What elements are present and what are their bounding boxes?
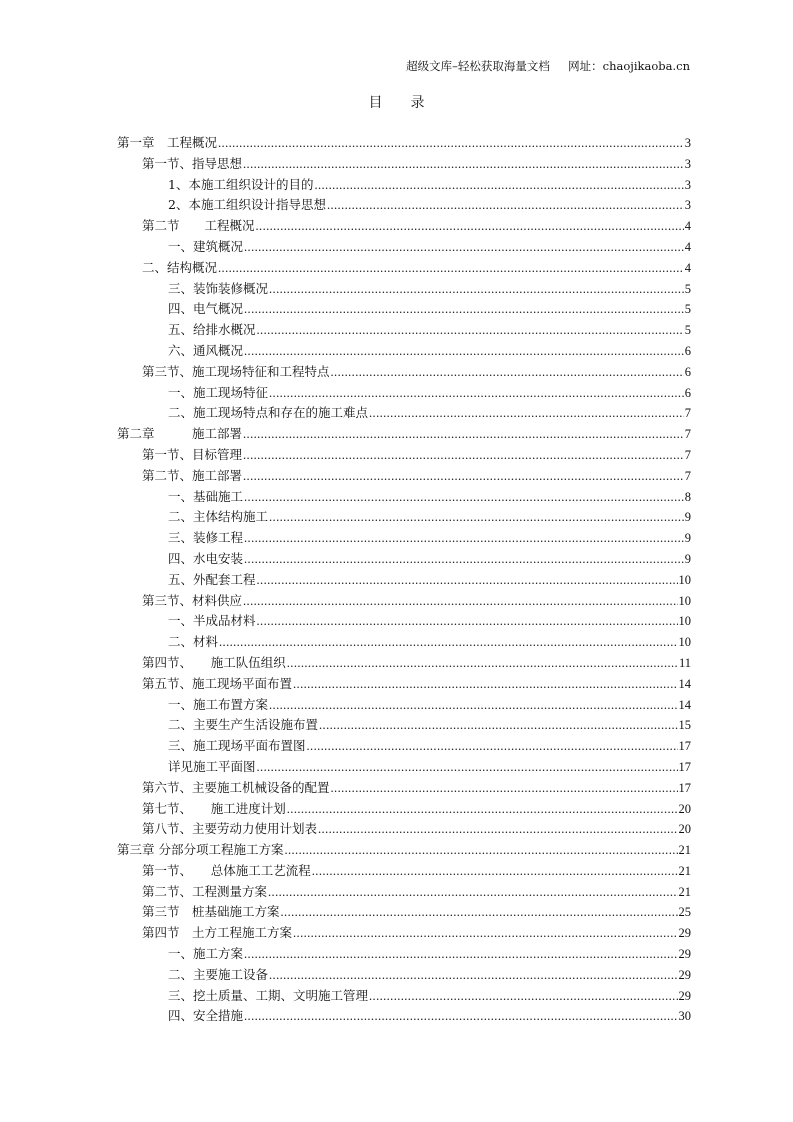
- dot-leader: [293, 674, 677, 695]
- toc-entry[interactable]: [117, 362, 691, 383]
- toc-entry[interactable]: [117, 487, 691, 508]
- toc-entry[interactable]: [117, 528, 691, 549]
- toc-entry[interactable]: [117, 216, 691, 237]
- toc-entry-page: 10: [678, 572, 691, 587]
- dot-leader: [244, 299, 684, 320]
- toc-entry-page: 7: [684, 468, 691, 483]
- toc-entry-page: 9: [684, 531, 691, 546]
- toc-entry[interactable]: [117, 507, 691, 528]
- page-header: [406, 58, 690, 74]
- dot-leader: [244, 487, 684, 508]
- toc-entry-page: 3: [684, 156, 691, 171]
- dot-leader: [244, 1006, 677, 1027]
- toc-entry[interactable]: [117, 632, 691, 653]
- toc-entry-page: 21: [678, 884, 691, 899]
- toc-entry-label: 二、主要生产生活设施布置: [168, 717, 319, 733]
- toc-entry[interactable]: [117, 923, 691, 944]
- toc-entry[interactable]: [117, 1006, 691, 1027]
- toc-entry-page: 4: [684, 219, 691, 234]
- toc-entry-page: 7: [684, 406, 691, 421]
- toc-entry-page: 14: [678, 697, 691, 712]
- dot-leader: [244, 944, 677, 965]
- toc-entry-label: 第八节、主要劳动力使用计划表: [142, 821, 318, 837]
- dot-leader: [257, 611, 678, 632]
- dot-leader: [244, 237, 684, 258]
- dot-leader: [257, 570, 678, 591]
- toc-entry-label: 六、通风概况: [168, 342, 244, 358]
- toc-entry-page: 5: [684, 281, 691, 296]
- toc-entry-label: 三、施工现场平面布置图: [168, 738, 306, 754]
- toc-entry[interactable]: [117, 424, 691, 445]
- toc-entry[interactable]: [117, 736, 691, 757]
- toc-entry-label: 第七节、 施工进度计划: [142, 800, 286, 816]
- toc-entry[interactable]: [117, 986, 691, 1007]
- toc-entry-page: 30: [678, 1009, 691, 1024]
- dot-leader: [218, 258, 684, 279]
- toc-entry-page: 29: [678, 967, 691, 982]
- dot-leader: [327, 195, 684, 216]
- site-url: 网址：chaojikaoba.cn: [568, 59, 690, 73]
- toc-entry[interactable]: [117, 175, 691, 196]
- toc-entry-label: 第一节、指导思想: [142, 155, 243, 171]
- dot-leader: [269, 965, 677, 986]
- toc-entry-label: 第三节 桩基础施工方案: [142, 904, 280, 920]
- toc-entry-page: 14: [678, 676, 691, 691]
- dot-leader: [287, 653, 678, 674]
- toc-entry-page: 21: [678, 843, 691, 858]
- dot-leader: [369, 403, 684, 424]
- toc-entry-label: 第六节、主要施工机械设备的配置: [142, 779, 330, 795]
- dot-leader: [257, 320, 684, 341]
- toc-entry-label: 第一章 工程概况: [117, 135, 218, 150]
- toc-entry[interactable]: [117, 840, 691, 861]
- toc-entry-page: 10: [678, 614, 691, 629]
- toc-entry[interactable]: [117, 944, 691, 965]
- toc-entry[interactable]: [117, 237, 691, 258]
- dot-leader: [331, 778, 678, 799]
- dot-leader: [257, 757, 678, 778]
- dot-leader: [218, 133, 684, 154]
- dot-leader: [314, 175, 683, 196]
- dot-leader: [244, 341, 684, 362]
- toc-entry-label: 第三节、材料供应: [142, 592, 243, 608]
- toc-entry[interactable]: [117, 861, 691, 882]
- toc-entry[interactable]: [117, 320, 691, 341]
- toc-entry-label: 一、基础施工: [168, 488, 244, 504]
- toc-entry[interactable]: [117, 549, 691, 570]
- page-title: 目 录: [368, 95, 425, 111]
- toc-entry-label: 三、挖土质量、工期、文明施工管理: [168, 987, 369, 1003]
- toc-entry[interactable]: [117, 403, 691, 424]
- dot-leader: [268, 882, 677, 903]
- dot-leader: [243, 466, 684, 487]
- toc-entry-label: 一、建筑概况: [168, 238, 244, 254]
- toc-entry-label: 第一节、目标管理: [142, 446, 243, 462]
- toc-entry-label: 二、施工现场特点和存在的施工难点: [168, 405, 369, 421]
- dot-leader: [244, 549, 684, 570]
- toc-entry-page: 4: [684, 239, 691, 254]
- toc-entry-label: 二、主体结构施工: [168, 509, 269, 525]
- toc-entry-label: 三、装饰装修概况: [168, 280, 269, 296]
- dot-leader: [281, 902, 678, 923]
- toc-entry-label: 第五节、施工现场平面布置: [142, 675, 293, 691]
- toc-entry-page: 9: [684, 551, 691, 566]
- dot-leader: [269, 383, 684, 404]
- toc-entry-label: 详见施工平面图: [168, 758, 256, 774]
- toc-entry-label: 二、结构概况: [142, 259, 218, 275]
- dot-leader: [244, 528, 684, 549]
- toc-entry-label: 第二节、工程测量方案: [142, 883, 268, 899]
- toc-entry-page: 4: [684, 260, 691, 275]
- toc-entry[interactable]: [117, 674, 691, 695]
- toc-entry[interactable]: [117, 466, 691, 487]
- toc-entry[interactable]: [117, 653, 691, 674]
- toc-entry-label: 一、半成品材料: [168, 613, 256, 629]
- site-name: 超级文库–轻松获取海量文档: [406, 59, 550, 73]
- dot-leader: [369, 986, 677, 1007]
- toc-entry-label: 二、主要施工设备: [168, 966, 269, 982]
- dot-leader: [256, 216, 684, 237]
- dot-leader: [269, 695, 677, 716]
- toc-entry[interactable]: [117, 299, 691, 320]
- toc-entry[interactable]: [117, 383, 691, 404]
- toc-entry-page: 17: [678, 739, 691, 754]
- toc-entry-label: 四、安全措施: [168, 1008, 244, 1024]
- toc-entry[interactable]: [117, 154, 691, 175]
- toc-entry[interactable]: [117, 882, 691, 903]
- dot-leader: [243, 424, 684, 445]
- toc-entry-label: 二、材料: [168, 634, 219, 650]
- toc-entry-page: 15: [678, 718, 691, 733]
- toc-entry-label: 第一节、 总体施工工艺流程: [142, 862, 311, 878]
- toc-entry[interactable]: [117, 445, 691, 466]
- toc-entry-label: 第四节、 施工队伍组织: [142, 654, 286, 670]
- toc-entry-page: 3: [684, 136, 691, 150]
- toc-entry-label: 第三节、施工现场特征和工程特点: [142, 363, 330, 379]
- toc-entry-label: 三、装修工程: [168, 530, 244, 546]
- toc-entry-label: 第二章 施工部署: [117, 426, 243, 442]
- toc-entry-page: 10: [678, 635, 691, 650]
- toc-entry-page: 8: [684, 489, 691, 504]
- toc-entry-label: 第四节 土方工程施工方案: [142, 925, 293, 941]
- toc-entry-page: 9: [684, 510, 691, 525]
- toc-entry-page: 29: [678, 988, 691, 1003]
- dot-leader: [243, 154, 684, 175]
- toc-entry-page: 17: [678, 759, 691, 774]
- toc-entry[interactable]: [117, 695, 691, 716]
- toc-entry-page: 17: [678, 780, 691, 795]
- toc-entry[interactable]: [117, 965, 691, 986]
- toc-entry-label: 四、电气概况: [168, 301, 244, 317]
- toc-entry-page: 7: [684, 447, 691, 462]
- dot-leader: [284, 840, 677, 861]
- toc-entry-label: 第二节、施工部署: [142, 467, 243, 483]
- toc-entry-page: 6: [684, 385, 691, 400]
- toc-entry-page: 25: [678, 905, 691, 920]
- toc-entry-label: 五、外配套工程: [168, 571, 256, 587]
- toc-entry-page: 6: [684, 343, 691, 358]
- toc-entry-page: 11: [678, 655, 691, 670]
- toc-entry-label: 第二节 工程概况: [142, 218, 255, 234]
- toc-entry-label: 一、施工布置方案: [168, 696, 269, 712]
- toc-entry-label: 2、本施工组织设计指导思想: [168, 197, 326, 213]
- dot-leader: [243, 445, 684, 466]
- toc-entry-label: 一、施工现场特征: [168, 384, 269, 400]
- toc-entry-page: 20: [678, 801, 691, 816]
- toc-entry[interactable]: [117, 570, 691, 591]
- toc-entry-page: 21: [678, 863, 691, 878]
- toc-entry[interactable]: [117, 778, 691, 799]
- dot-leader: [293, 923, 677, 944]
- toc-entry-label: 第三章 分部分项工程施工方案: [117, 842, 284, 858]
- dot-leader: [331, 362, 684, 383]
- toc-entry[interactable]: [117, 258, 691, 279]
- toc-entry[interactable]: [117, 341, 691, 362]
- toc-entry-page: 29: [678, 926, 691, 941]
- toc-entry-page: 3: [684, 198, 691, 213]
- toc-entry-label: 1、本施工组织设计的目的: [168, 176, 314, 192]
- toc-entry-page: 20: [678, 822, 691, 837]
- dot-leader: [312, 861, 678, 882]
- dot-leader: [269, 507, 684, 528]
- toc-entry[interactable]: [117, 757, 691, 778]
- toc-entry[interactable]: [117, 591, 691, 612]
- toc-entry[interactable]: [117, 133, 691, 154]
- toc-entry-page: 3: [684, 177, 691, 192]
- toc-entry[interactable]: [117, 279, 691, 300]
- toc-entry[interactable]: [117, 715, 691, 736]
- dot-leader: [219, 632, 677, 653]
- toc-entry-label: 一、施工方案: [168, 946, 244, 962]
- toc-entry[interactable]: [117, 902, 691, 923]
- toc-entry-label: 五、给排水概况: [168, 322, 256, 338]
- toc-entry-page: 7: [684, 427, 691, 442]
- toc-entry-page: 5: [684, 323, 691, 338]
- dot-leader: [287, 799, 678, 820]
- dot-leader: [269, 279, 684, 300]
- toc-entry[interactable]: [117, 195, 691, 216]
- dot-leader: [318, 819, 677, 840]
- toc-entry[interactable]: [117, 819, 691, 840]
- dot-leader: [319, 715, 677, 736]
- toc-entry-label: 四、水电安装: [168, 550, 244, 566]
- dot-leader: [243, 591, 677, 612]
- toc-entry-page: 5: [684, 302, 691, 317]
- toc-entry[interactable]: [117, 611, 691, 632]
- toc-entry-page: 6: [684, 364, 691, 379]
- toc-entry[interactable]: [117, 799, 691, 820]
- dot-leader: [307, 736, 678, 757]
- toc-entry-page: 29: [678, 947, 691, 962]
- table-of-contents: [117, 133, 691, 1027]
- toc-entry-page: 10: [678, 593, 691, 608]
